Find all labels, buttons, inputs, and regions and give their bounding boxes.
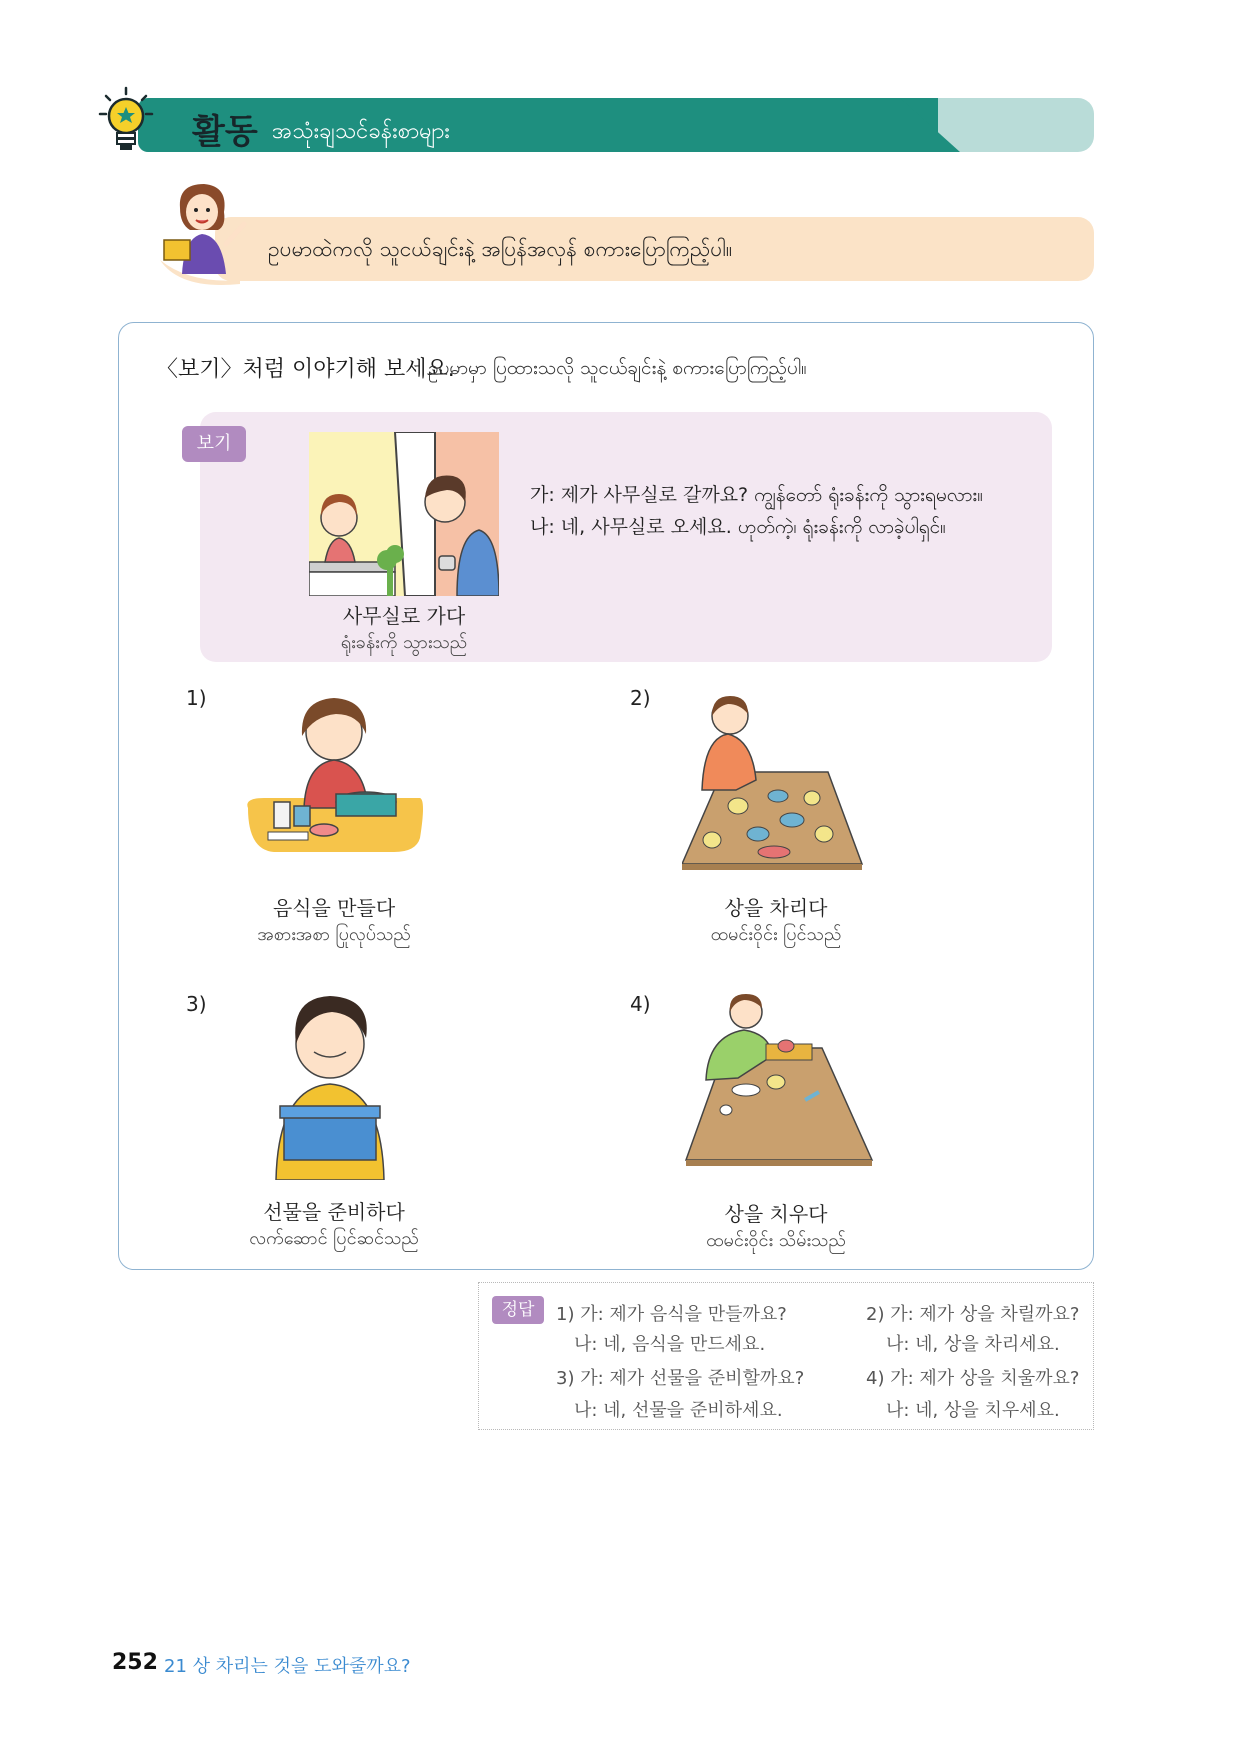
header-banner	[138, 98, 938, 152]
item-caption-burmese: ထမင်းဝိုင်း ပြင်သည်	[710, 924, 842, 945]
answer-2-question: 2) 가: 제가 상을 차릴까요?	[866, 1304, 1080, 1325]
example-caption-korean: 사무실로 가다	[342, 604, 466, 628]
answer-3-reply: 나: 네, 선물을 준비하세요.	[574, 1400, 783, 1421]
prompt-burmese: ဥပမာမှာ ပြထားသလို သူငယ်ချင်းနဲ့ စကားပြောကြည့်ပါ။	[428, 357, 807, 379]
prompt-korean: 〈보기〉처럼 이야기해 보세요.	[156, 357, 455, 382]
cooking-illustration	[244, 688, 426, 860]
answer-4-reply: 나: 네, 상을 치우세요.	[886, 1400, 1060, 1421]
lightbulb-icon	[98, 86, 154, 156]
answer-tag: 정답	[492, 1296, 544, 1324]
item-number: 2)	[630, 686, 651, 710]
item-caption-korean: 상을 치우다	[724, 1202, 828, 1226]
answer-1-reply: 나: 네, 음식을 만드세요.	[574, 1334, 766, 1355]
setting-table-illustration	[682, 694, 864, 872]
item-caption-korean: 선물을 준비하다	[263, 1200, 405, 1224]
item-number: 3)	[186, 992, 207, 1016]
preparing-gift-illustration	[272, 992, 388, 1180]
page-number: 252	[112, 1650, 158, 1675]
item-caption-burmese: အစားအစာ ပြုလုပ်သည်	[257, 924, 411, 945]
teacher-illustration	[160, 178, 252, 286]
clearing-table-illustration	[682, 990, 874, 1180]
answer-4-question: 4) 가: 제가 상을 치울까요?	[866, 1368, 1080, 1389]
example-dialogue-line1: 가: 제가 사무실로 갈까요? ကျွန်တော် ရုံးခန်းကို သွားရမလား။	[530, 484, 983, 506]
answer-3-question: 3) 가: 제가 선물을 준비할까요?	[556, 1368, 805, 1389]
header-subtitle: အသုံးချသင်ခန်းစာများ	[272, 119, 450, 144]
item-number: 1)	[186, 686, 207, 710]
example-tag: 보기	[182, 426, 246, 462]
answer-1-question: 1) 가: 제가 음식을 만들까요?	[556, 1304, 787, 1325]
example-dialogue-line2: 나: 네, 사무실로 오세요. ဟုတ်ကဲ့၊ ရုံးခန်းကို လာခဲ့ပါရှင်။	[530, 516, 946, 538]
header-title: 활동	[192, 112, 258, 152]
answer-2-reply: 나: 네, 상을 차리세요.	[886, 1334, 1060, 1355]
item-caption-burmese: ထမင်းဝိုင်း သိမ်းသည်	[706, 1230, 846, 1251]
example-caption-burmese: ရုံးခန်းကို သွားသည်	[340, 632, 468, 653]
office-door-illustration	[309, 432, 499, 596]
item-number: 4)	[630, 992, 651, 1016]
item-caption-korean: 상을 차리다	[724, 896, 828, 920]
item-caption-korean: 음식을 만들다	[272, 896, 396, 920]
chapter-title: 21 상 차리는 것을 도와줄까요?	[164, 1656, 411, 1677]
instruction-text: ဥပမာထဲကလို သူငယ်ချင်းနဲ့ အပြန်အလှန် စကားပြောကြည့်ပါ။	[268, 237, 733, 261]
item-caption-burmese: လက်ဆောင် ပြင်ဆင်သည်	[249, 1228, 419, 1249]
